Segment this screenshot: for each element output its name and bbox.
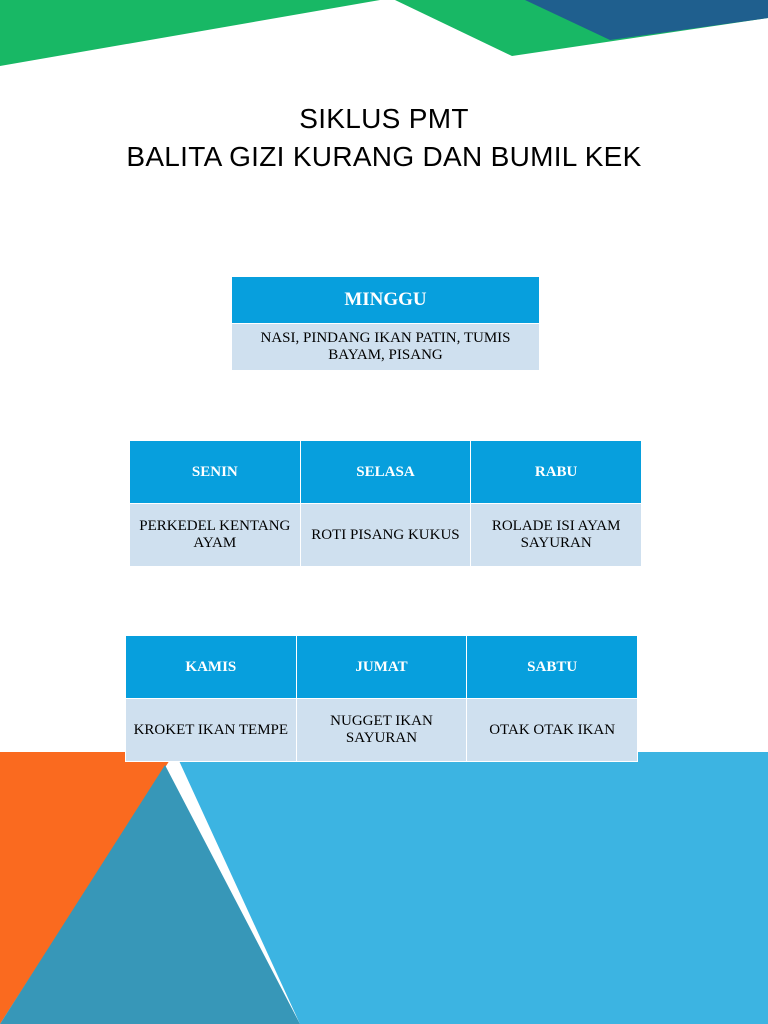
minggu-table (231, 276, 540, 371)
day-header-kamis: KAMIS (126, 636, 297, 699)
day-header-senin: SENIN (130, 441, 301, 504)
title-line-2: BALITA GIZI KURANG DAN BUMIL KEK (126, 141, 642, 172)
menu-cell-sabtu: OTAK OTAK IKAN (467, 699, 638, 762)
day-header-selasa: SELASA (300, 441, 471, 504)
day-header-minggu: MINGGU (232, 277, 540, 324)
weekday-table-1 (129, 440, 642, 567)
menu-cell-rabu: ROLADE ISI AYAM SAYURAN (471, 504, 642, 567)
day-header-jumat: JUMAT (296, 636, 467, 699)
top-green-shape (0, 0, 380, 66)
menu-cell-minggu: NASI, PINDANG IKAN PATIN, TUMIS BAYAM, PISANG (232, 324, 540, 371)
title-line-1: SIKLUS PMT (299, 103, 469, 134)
day-header-rabu: RABU (471, 441, 642, 504)
menu-cell-selasa: ROTI PISANG KUKUS (300, 504, 471, 567)
day-header-sabtu: SABTU (467, 636, 638, 699)
menu-cell-kamis: KROKET IKAN TEMPE (126, 699, 297, 762)
weekday-table-2 (125, 635, 638, 762)
page-title (0, 100, 768, 176)
menu-cell-jumat: NUGGET IKAN SAYURAN (296, 699, 467, 762)
menu-cell-senin: PERKEDEL KENTANG AYAM (130, 504, 301, 567)
